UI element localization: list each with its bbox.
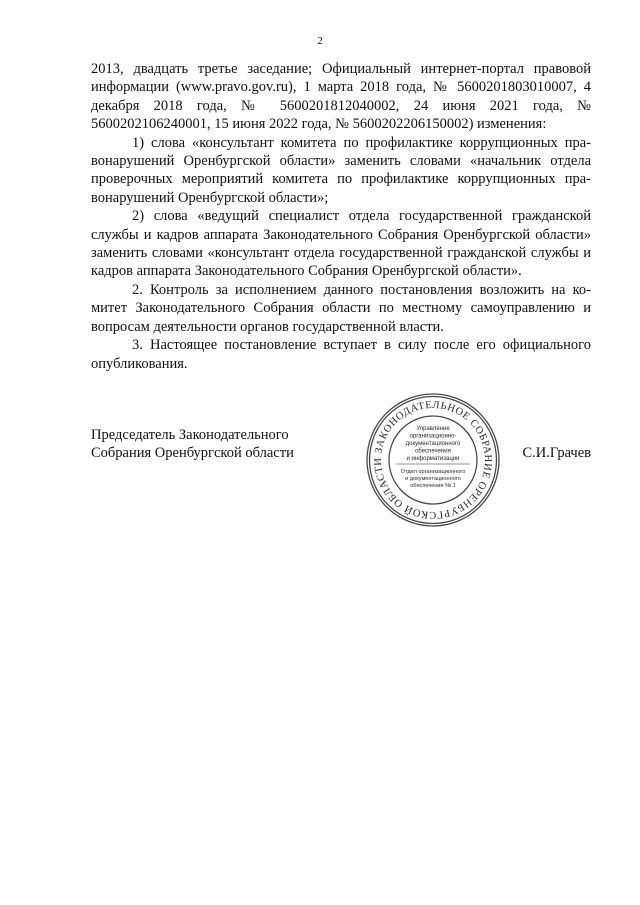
signature-block	[91, 426, 611, 546]
seal-ring-text: ЗАКОНОДАТЕЛЬНОЕ СОБРАНИЕ ОРЕНБУРГСКОЙ ОБЛАСТИ	[372, 399, 494, 521]
paragraph-control: 2. Контроль за исполнением данного постановления возложить на комитет Законодательного Собрания области по местному самоуправлению и вопросам деятельности органов государственной власти.	[91, 281, 591, 335]
seal-inner-line-3: документационного	[405, 441, 461, 447]
seal-inner-line-6: Отдел организационного	[400, 469, 466, 475]
seal-inner-line-5: и информатизации	[406, 456, 460, 462]
seal-inner-line-8: обеспечения № 1	[410, 483, 456, 489]
seal-inner-line-7: и документационного	[405, 476, 461, 482]
signer-name: С.И.Грачев	[522, 445, 591, 461]
signer-title-line-2: Собрания Оренбургской области	[91, 445, 294, 462]
document-body	[91, 60, 591, 373]
paragraph-item-2: 2) слова «ведущий специалист отдела государственной гражданской службы и кадров аппарата Законодательного Собрания Оренбургской области» заменить словами «консультант отдела государственной гражданской службы и кадров аппарата Законодательного Собрания Оренбургской области».	[91, 208, 591, 280]
signer-title	[91, 426, 294, 463]
official-seal	[363, 390, 503, 530]
paragraph-effective: 3. Настоящее постановление вступает в силу после его официального опубликования.	[91, 337, 591, 372]
seal-inner-line-2: организационно-	[409, 433, 457, 440]
seal-inner-line-1: Управление	[416, 426, 450, 432]
paragraph-intro: 2013, двадцать третье заседание; Официальный интернет-портал правовой информации (www.pravo.gov.ru), 1 марта 2018 года, № 5600201803010007, 4 декабря 2018 года, № 5600201812040002, 24 июня 2021 года, № 5600202106240001, 15 июня 2022 года, № 5600202206150002) изменения:	[91, 61, 591, 133]
seal-inner-line-4: обеспечения	[415, 448, 451, 455]
paragraph-item-1: 1) слова «консультант комитета по профилактике коррупционных правонарушений Оренбургской области» заменить словами «начальник отдела проверочных мероприятий комитета по профилактике коррупционных правонарушений Оренбургской области»;	[91, 134, 591, 206]
signer-title-line-1: Председатель Законодательного	[91, 427, 289, 443]
page-number: 2	[317, 35, 323, 47]
